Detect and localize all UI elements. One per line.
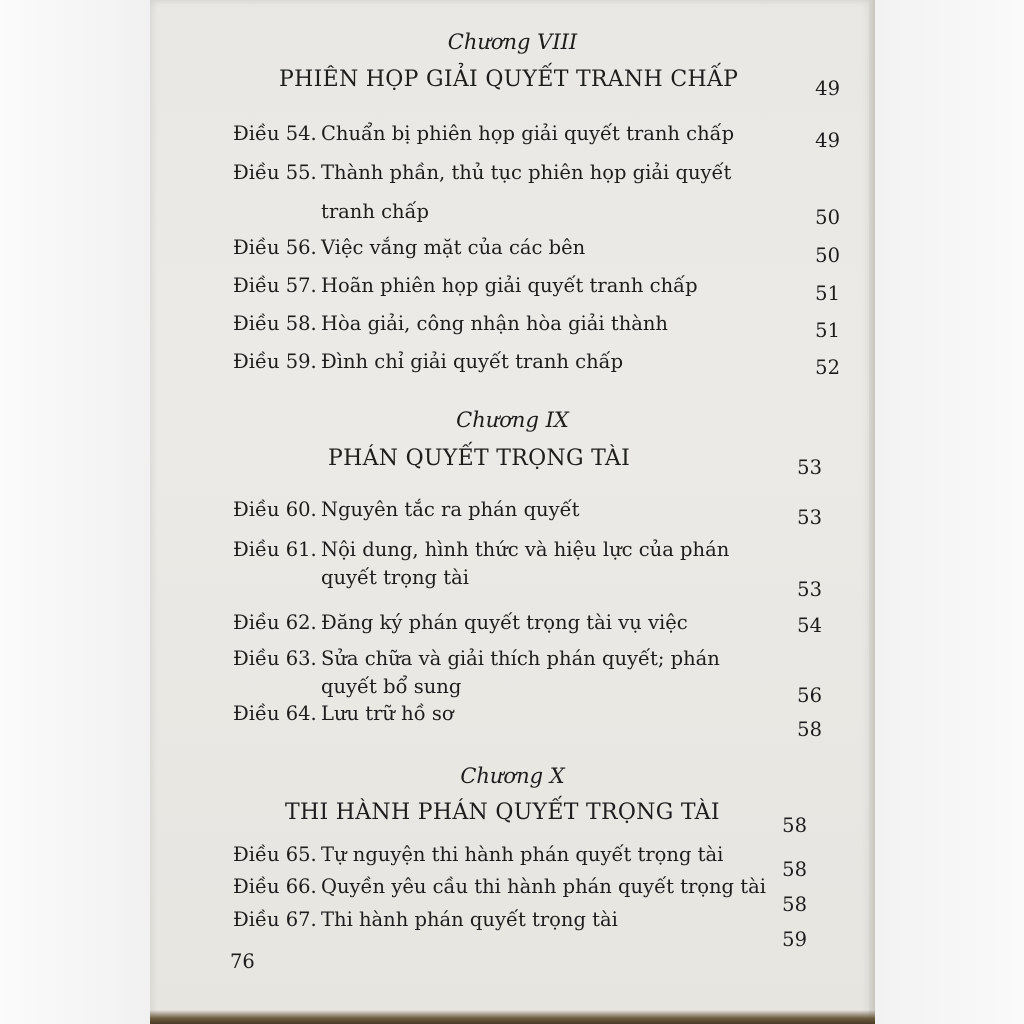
article-title: Tự nguyện thi hành phán quyết trọng tài [321,843,724,866]
toc-entry [233,342,623,382]
article-title: Sửa chữa và giải thích phán quyết; phán [321,647,720,670]
entry-page: 59 [782,928,807,951]
article-number: Điều 67. [233,908,317,931]
article-title: Việc vắng mặt của các bên [321,236,586,259]
article-number: Điều 58. [233,312,317,335]
chapter-title: PHÁN QUYẾT TRỌNG TÀI [328,446,631,471]
entry-page: 54 [797,614,822,637]
entry-page: 58 [782,893,807,916]
article-title: Nguyên tắc ra phán quyết [321,498,580,521]
chapter-title: THI HÀNH PHÁN QUYẾT TRỌNG TÀI [285,800,720,825]
article-title: Hoãn phiên họp giải quyết tranh chấp [321,274,698,297]
entry-page: 52 [815,356,840,379]
article-title-continuation: quyết trọng tài [321,566,469,589]
article-title: Quyền yêu cầu thi hành phán quyết trọng tài [321,875,766,898]
entry-page: 50 [815,244,840,267]
book-page [150,0,875,1024]
page-bottom-shadow [150,1010,875,1024]
toc-entry [233,603,688,643]
article-number: Điều 60. [233,498,317,521]
toc-entry [233,266,698,306]
article-number: Điều 63. [233,647,317,670]
toc-entry [233,694,454,734]
toc-entry [233,114,734,154]
entry-page: 58 [797,718,822,741]
chapter-title-page: 49 [815,77,840,100]
article-title: Thành phần, thủ tục phiên họp giải quyết [321,161,732,184]
article-number: Điều 61. [233,538,317,561]
background-left [0,0,150,1024]
article-number: Điều 65. [233,843,317,866]
article-number: Điều 56. [233,236,317,259]
entry-page: 51 [815,319,840,342]
entry-page: 56 [797,684,822,707]
page-edge [869,0,875,1024]
article-title: Đình chỉ giải quyết tranh chấp [321,350,624,373]
article-number: Điều 62. [233,611,317,634]
toc-entry [233,490,579,530]
chapter-title-page: 58 [782,814,807,837]
toc-entry [233,900,618,940]
background-right [874,0,1024,1024]
entry-page: 53 [797,506,822,529]
entry-page: 58 [782,858,807,881]
article-number: Điều 64. [233,702,317,725]
article-number: Điều 66. [233,875,317,898]
chapter-title: PHIÊN HỌP GIẢI QUYẾT TRANH CHẤP [279,67,739,92]
entry-page: 49 [815,129,840,152]
toc-entry [233,153,731,193]
entry-page: 53 [797,578,822,601]
article-title: Hòa giải, công nhận hòa giải thành [321,312,668,335]
article-title: Thi hành phán quyết trọng tài [321,908,618,931]
chapter-label: Chương X [460,764,565,788]
entry-page: 50 [815,206,840,229]
article-number: Điều 57. [233,274,317,297]
article-number: Điều 54. [233,122,317,145]
article-title: Chuẩn bị phiên họp giải quyết tranh chấp [321,122,735,145]
article-title: Nội dung, hình thức và hiệu lực của phán [321,538,730,561]
toc-entry [233,228,585,268]
chapter-label: Chương VIII [447,30,578,54]
toc-entry [233,304,668,344]
article-title: Đăng ký phán quyết trọng tài vụ việc [321,611,688,634]
toc-entry [233,530,729,570]
entry-page: 51 [815,282,840,305]
article-number: Điều 59. [233,350,317,373]
article-title: Lưu trữ hồ sơ [321,702,454,725]
page-number: 76 [230,950,255,973]
chapter-label: Chương IX [456,408,569,432]
chapter-title-page: 53 [797,456,822,479]
toc-entry [233,639,720,679]
article-title-continuation: tranh chấp [321,200,430,223]
article-number: Điều 55. [233,161,317,184]
article-title-continuation: quyết bổ sung [321,675,462,698]
